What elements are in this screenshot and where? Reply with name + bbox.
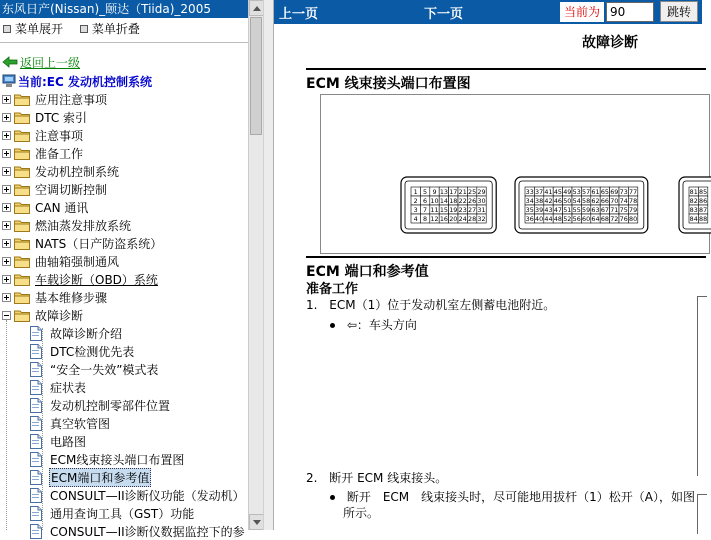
tree-folder-item[interactable] [0, 216, 132, 234]
document-icon [30, 452, 42, 467]
pin-number: 29 [477, 188, 486, 196]
document-content [274, 24, 708, 530]
back-arrow-icon[interactable] [2, 56, 18, 68]
tree-connector-line [6, 320, 7, 530]
pin-number: 78 [629, 197, 638, 205]
tree-page-label[interactable]: 真空软管图 [50, 416, 111, 431]
scroll-thumb[interactable] [250, 17, 262, 135]
tree-page-item[interactable] [30, 522, 246, 540]
pin-number: 44 [544, 215, 553, 223]
pin-number: 69 [610, 188, 619, 196]
navigation-pane [0, 0, 248, 539]
step-2-bullet [330, 488, 695, 505]
connector-c1 [401, 177, 496, 233]
document-title: 东风日产(Nissan)_颐达（Tiida)_2005 [0, 0, 248, 18]
folder-icon [14, 309, 30, 322]
expand-icon[interactable] [2, 203, 11, 212]
pin-number: 31 [477, 206, 486, 214]
pin-number: 70 [610, 197, 619, 205]
tree-page-label-selected[interactable]: ECM端口和参考值 [49, 468, 151, 487]
tree-page-item[interactable] [30, 450, 185, 468]
tree-page-item[interactable] [30, 432, 87, 450]
tree-folder-item[interactable] [0, 180, 108, 198]
expand-icon[interactable] [2, 239, 11, 248]
arrow-down-icon [253, 520, 261, 525]
heading-connector-layout: ECM 线束接头端口布置图 [306, 76, 471, 92]
pin-number: 59 [582, 206, 591, 214]
jump-button[interactable]: 跳转 [660, 1, 698, 22]
tree-folder-label[interactable]: 燃油蒸发排放系统 [35, 218, 132, 233]
tree-folder-label[interactable]: 曲轴箱强制通风 [35, 254, 120, 269]
pin-number: 2 [413, 197, 418, 205]
pin-number: 74 [619, 197, 628, 205]
pin-number: 46 [553, 197, 562, 205]
pin-number: 54 [572, 197, 581, 205]
tree-folder-item[interactable] [0, 90, 108, 108]
tree-folder-label[interactable]: 空调切断控制 [35, 182, 108, 197]
current-section [2, 72, 152, 90]
folder-icon [14, 129, 30, 142]
scroll-down-button[interactable] [249, 514, 264, 530]
document-icon [30, 362, 42, 377]
connector-diagram [320, 94, 710, 254]
prev-page-button[interactable]: 上一页 [279, 7, 319, 22]
pin-number: 88 [699, 215, 708, 223]
tree-folder-label[interactable]: 基本维修步骤 [35, 290, 108, 305]
menu-divider [0, 42, 248, 43]
tree-folder-label[interactable]: DTC 索引 [35, 110, 88, 125]
pin-number: 35 [525, 206, 534, 214]
pin-number: 12 [430, 215, 439, 223]
tree-page-item[interactable] [30, 342, 135, 360]
pin-number: 67 [600, 206, 609, 214]
expand-icon[interactable] [2, 95, 11, 104]
tree-page-label[interactable]: 通用查询工具（GST）功能 [50, 506, 195, 521]
tree-folder-item[interactable] [0, 270, 159, 288]
expand-icon[interactable] [2, 149, 11, 158]
tree-page-label[interactable]: “安全一失效”模式表 [50, 362, 159, 377]
tree-folder-label[interactable]: 准备工作 [35, 146, 84, 161]
document-icon [30, 416, 42, 431]
pin-number: 24 [458, 215, 467, 223]
tree-folder-item[interactable] [0, 144, 84, 162]
pin-number: 60 [582, 215, 591, 223]
tree-page-label[interactable]: ECM线束接头端口布置图 [50, 452, 185, 467]
step-1 [306, 296, 555, 313]
pin-number: 25 [468, 188, 477, 196]
expand-icon[interactable] [2, 185, 11, 194]
pin-number: 18 [449, 197, 458, 205]
pin-number: 85 [699, 188, 708, 196]
pin-number: 75 [619, 206, 628, 214]
document-icon [30, 380, 42, 395]
folder-icon [14, 165, 30, 178]
step-2-text: 断开 ECM 线束接头。 [329, 471, 448, 485]
tree-page-label[interactable]: DTC检测优先表 [50, 344, 135, 359]
pin-number: 1 [413, 188, 418, 196]
collapse-icon[interactable] [2, 311, 11, 320]
step-2-bullet-cont: 所示。 [343, 506, 380, 520]
expand-icon[interactable] [2, 293, 11, 302]
step-1-bullet [330, 316, 417, 333]
menu-bar [0, 20, 140, 38]
heading2-rule [306, 256, 706, 258]
pin-number: 65 [600, 188, 609, 196]
pin-number: 26 [468, 197, 477, 205]
pin-number: 41 [544, 188, 553, 196]
pin-number: 30 [477, 197, 486, 205]
tree-page-item[interactable] [30, 414, 111, 432]
pin-number: 76 [619, 215, 628, 223]
tree-page-label[interactable]: CONSULT—II诊断仪数据监控下的参 [50, 524, 245, 539]
step-1-number: 1. [306, 298, 318, 312]
menu-expand-button[interactable] [0, 20, 63, 38]
pin-number: 80 [629, 215, 638, 223]
pin-number: 19 [449, 206, 458, 214]
expand-icon[interactable] [2, 113, 11, 122]
folder-icon [14, 291, 30, 304]
tree-folder-item[interactable] [0, 126, 84, 144]
pin-number: 4 [413, 215, 418, 223]
pin-number: 79 [629, 206, 638, 214]
scroll-up-button[interactable] [249, 0, 264, 16]
folder-icon [14, 183, 30, 196]
pane-splitter[interactable] [263, 0, 274, 530]
pin-number: 47 [553, 206, 562, 214]
pin-number: 68 [600, 215, 609, 223]
tree-page-item[interactable] [30, 396, 171, 414]
pin-number: 34 [525, 197, 534, 205]
pin-number: 81 [689, 188, 698, 196]
expand-icon[interactable] [2, 275, 11, 284]
tree-page-label[interactable]: CONSULT—II诊断仪功能（发动机） [50, 488, 245, 503]
bullet-icon [330, 323, 335, 328]
pin-number: 37 [535, 188, 544, 196]
pin-number: 57 [582, 188, 591, 196]
document-icon [30, 470, 42, 485]
back-row [2, 53, 80, 71]
pin-number: 9 [432, 188, 437, 196]
expand-icon[interactable] [2, 167, 11, 176]
tree-folder-item[interactable] [0, 198, 89, 216]
pin-number: 62 [591, 197, 600, 205]
pin-number: 55 [572, 206, 581, 214]
computer-icon [2, 74, 16, 88]
pin-number: 40 [535, 215, 544, 223]
pin-number: 39 [535, 206, 544, 214]
pin-number: 53 [572, 188, 581, 196]
pin-number: 36 [525, 215, 534, 223]
tree-folder-label[interactable]: 发动机控制系统 [35, 164, 120, 179]
heading1-rule [306, 68, 706, 70]
pin-number: 77 [629, 188, 638, 196]
folder-icon [14, 273, 30, 286]
heading-preparation: 准备工作 [306, 282, 359, 297]
tree-folder-item[interactable] [0, 252, 120, 270]
pin-number: 42 [544, 197, 553, 205]
menu-expand-label: 菜单展开 [15, 22, 64, 36]
pin-number: 48 [553, 215, 562, 223]
pin-number: 21 [458, 188, 467, 196]
pin-number: 43 [544, 206, 553, 214]
document-icon [30, 524, 42, 539]
tree-page-item[interactable] [30, 324, 123, 342]
tree-folder-label[interactable]: 车载诊断（OBD）系统 [35, 272, 158, 287]
arrow-up-icon [253, 6, 261, 11]
tree-folder-item[interactable] [0, 306, 84, 324]
tree-page-label[interactable]: 发动机控制零部件位置 [50, 398, 171, 413]
pin-number: 32 [477, 215, 486, 223]
page-toolbar [274, 0, 702, 24]
heading-ecm-reference: ECM 端口和参考值 [306, 264, 429, 280]
pin-number: 49 [563, 188, 572, 196]
menu-collapse-label: 菜单折叠 [91, 22, 140, 36]
connector-pinout [321, 95, 711, 255]
pin-number: 8 [423, 215, 428, 223]
tree-page-item[interactable] [30, 486, 246, 504]
figure-frame [697, 296, 707, 476]
expand-icon[interactable] [2, 221, 11, 230]
pin-number: 64 [591, 215, 600, 223]
pin-number: 13 [439, 188, 448, 196]
current-section-label: 当前:EC 发动机控制系统 [18, 74, 152, 89]
back-link[interactable]: 返回上一级 [20, 55, 81, 70]
pin-number: 58 [582, 197, 591, 205]
document-icon [30, 398, 42, 413]
pin-number: 28 [468, 215, 477, 223]
tree-page-item[interactable] [30, 378, 87, 396]
step-2-number: 2. [306, 471, 318, 485]
document-icon [30, 434, 42, 449]
pin-number: 5 [423, 188, 428, 196]
connector-c3 [679, 177, 711, 233]
nav-scrollbar[interactable] [248, 0, 263, 530]
pin-number: 61 [591, 188, 600, 196]
section-title: 故障诊断 [582, 35, 638, 51]
bullet-icon [330, 495, 335, 500]
pin-number: 33 [525, 188, 534, 196]
pin-number: 72 [610, 215, 619, 223]
pin-number: 15 [439, 206, 448, 214]
pin-number: 86 [699, 197, 708, 205]
pin-number: 6 [423, 197, 428, 205]
pin-number: 56 [572, 215, 581, 223]
pin-number: 16 [439, 215, 448, 223]
folder-icon [14, 201, 30, 214]
pin-number: 82 [689, 197, 698, 205]
pin-number: 23 [458, 206, 467, 214]
tree-page-item[interactable] [30, 504, 195, 522]
step-2 [306, 469, 447, 486]
document-icon [30, 506, 42, 521]
tree-folder-item[interactable] [0, 234, 163, 252]
tree-folder-item[interactable] [0, 108, 88, 126]
pin-number: 11 [430, 206, 439, 214]
pin-number: 45 [553, 188, 562, 196]
folder-icon [14, 237, 30, 250]
pin-number: 14 [439, 197, 448, 205]
figure-frame-2 [697, 494, 707, 534]
pin-number: 84 [689, 215, 698, 223]
pin-number: 3 [413, 206, 418, 214]
collapse-square-icon [80, 25, 88, 33]
pin-number: 52 [563, 215, 572, 223]
pin-number: 17 [449, 188, 458, 196]
step-2-bullet-text-line1: 断开 ECM 线束接头时，尽可能地用拔杆（1）松开（A），如图 [346, 490, 695, 504]
tree-folder-label[interactable]: 注意事项 [35, 128, 84, 143]
document-icon [30, 488, 42, 503]
current-page-label: 当前为 [560, 2, 604, 22]
step-1-text: ECM（1）位于发动机室左侧蓄电池附近。 [329, 298, 556, 312]
pin-number: 66 [600, 197, 609, 205]
connector-c2 [515, 177, 648, 233]
document-icon [30, 344, 42, 359]
pin-number: 50 [563, 197, 572, 205]
tree-folder-label[interactable]: 故障诊断 [35, 308, 84, 323]
pin-number: 87 [699, 206, 708, 214]
next-page-button[interactable]: 下一页 [424, 7, 464, 22]
folder-icon [14, 219, 30, 232]
pin-number: 20 [449, 215, 458, 223]
expand-icon[interactable] [2, 257, 11, 266]
tree-folder-item[interactable] [0, 288, 108, 306]
folder-icon [14, 255, 30, 268]
pin-number: 22 [458, 197, 467, 205]
tree-page-label[interactable]: 电路图 [50, 434, 87, 449]
pin-number: 73 [619, 188, 628, 196]
pin-number: 10 [430, 197, 439, 205]
document-icon [30, 326, 42, 341]
pin-number: 7 [423, 206, 428, 214]
tree-page-item[interactable] [30, 468, 151, 486]
tree-folder-label[interactable]: CAN 通讯 [35, 200, 89, 215]
expand-square-icon [3, 25, 11, 33]
page-number-input[interactable] [606, 2, 654, 22]
pin-number: 51 [563, 206, 572, 214]
pin-number: 38 [535, 197, 544, 205]
tree-folder-label[interactable]: NATS（日产防盗系统） [35, 236, 163, 251]
tree-page-label[interactable]: 症状表 [50, 380, 87, 395]
pin-number: 63 [591, 206, 600, 214]
pin-number: 71 [610, 206, 619, 214]
folder-icon [14, 111, 30, 124]
tree-page-label[interactable]: 故障诊断介绍 [50, 326, 123, 341]
pin-number: 27 [468, 206, 477, 214]
folder-icon [14, 93, 30, 106]
tree-page-item[interactable] [30, 360, 159, 378]
folder-icon [14, 147, 30, 160]
step-1-bullet-text: ⇦：车头方向 [346, 318, 417, 332]
tree-folder-label[interactable]: 应用注意事项 [35, 92, 108, 107]
tree-folder-item[interactable] [0, 162, 120, 180]
pin-number: 83 [689, 206, 698, 214]
expand-icon[interactable] [2, 131, 11, 140]
menu-collapse-button[interactable] [77, 20, 140, 38]
